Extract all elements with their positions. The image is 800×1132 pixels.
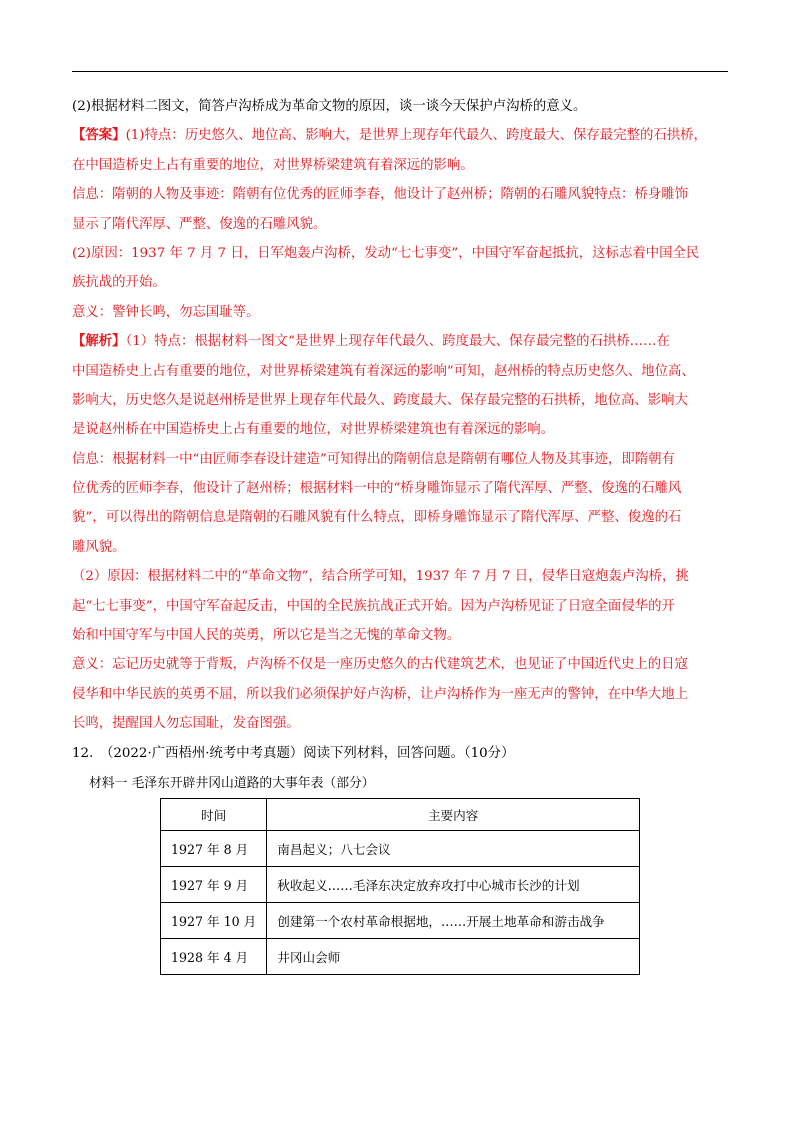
question-12: 12. （2022·广西梧州·统考中考真题）阅读下列材料，回答问题。（10分） [72, 745, 515, 761]
analysis-line-1: 【解析】（1）特点：根据材料一图文“是世界上现存年代最久、跨度最大、保存最完整的石拱桥……在 [72, 333, 670, 350]
table-cell-content: 南昌起义；八七会议 [267, 830, 640, 866]
analysis-line-13: 侵华和中华民族的英勇不屈，所以我们必须保护好卢沟桥，让卢沟桥作为一座无声的警钟，在中华大地上 [72, 686, 688, 702]
analysis-line-12: 意义：忘记历史就等于背叛，卢沟桥不仅是一座历史悠久的古代建筑艺术，也见证了中国近代史上的日寇 [72, 657, 688, 673]
table-row [161, 866, 640, 902]
table-cell-time: 1927 年 8 月 [161, 830, 267, 866]
analysis-line-9: （2）原因：根据材料二中的“革命文物”，结合所学可知，1937 年 7 月 7 日，侵华日寇炮轰卢沟桥，挑 [72, 569, 689, 585]
answer-tag: 【答案】 [72, 127, 126, 144]
analysis-line-2: 中国造桥史上占有重要的地位，对世界桥梁建筑有着深远的影响”可知，赵州桥的特点历史悠久、地位高、 [72, 363, 695, 379]
answer-line-2: 在中国造桥史上占有重要的地位，对世界桥梁建筑有着深远的影响。 [72, 157, 474, 173]
answer-line-4: 显示了隋代浑厚、严整、俊逸的石雕风貌。 [72, 216, 327, 232]
analysis-line-14: 长鸣，提醒国人勿忘国耻，发奋图强。 [72, 716, 300, 732]
table-row [161, 938, 640, 974]
analysis-line-7: 貌”，可以得出的隋朝信息是隋朝的石雕风貌有什么特点，即桥身雕饰显示了隋代浑厚、严整、俊逸的石 [72, 510, 682, 526]
question-prompt: (2)根据材料二图文，简答卢沟桥成为革命文物的原因，谈一谈今天保护卢沟桥的意义。 [72, 99, 587, 114]
table-cell-time: 1927 年 10 月 [161, 902, 267, 938]
answer-line-5: (2)原因：1937 年 7 月 7 日，日军炮轰卢沟桥，发动“七七事变”，中国守军奋起抵抗，这标志着中国全民 [72, 245, 700, 261]
table-header-time: 时间 [161, 798, 267, 830]
analysis-line-3: 影响大，历史悠久是说赵州桥是世界上现存年代最久、跨度最大、保存最完整的石拱桥，地位高、影响大 [72, 392, 688, 408]
answer-line-1: 【答案】(1)特点：历史悠久、地位高、影响大，是世界上现存年代最久、跨度最大、保存最完整的石拱桥， [72, 127, 707, 144]
answer-line-6: 族抗战的开始。 [72, 275, 166, 291]
table-header-content: 主要内容 [267, 798, 640, 830]
answer-line-7: 意义：警钟长鸣，勿忘国耻等。 [72, 304, 260, 320]
table-cell-content: 秋收起义……毛泽东决定放弃攻打中心城市长沙的计划 [267, 866, 640, 902]
table-cell-content: 井冈山会师 [267, 938, 640, 974]
table-cell-time: 1928 年 4 月 [161, 938, 267, 974]
analysis-line-10: 起“七七事变”，中国守军奋起反击，中国的全民族抗战正式开始。因为卢沟桥见证了日寇全面侵华的开 [72, 598, 675, 614]
analysis-line-4: 是说赵州桥在中国造桥史上占有重要的地位，对世界桥梁建筑也有着深远的影响。 [72, 422, 555, 438]
material1-caption: 材料一 毛泽东开辟井冈山道路的大事年表（部分） [89, 775, 375, 791]
analysis-tag: 【解析】 [72, 333, 126, 350]
table-header-row [161, 798, 640, 830]
analysis-line-8: 雕风貌。 [72, 539, 126, 555]
chronology-table [160, 798, 640, 975]
table-row [161, 902, 640, 938]
table-cell-content: 创建第一个农村革命根据地，……开展土地革命和游击战争 [267, 902, 640, 938]
table-row [161, 830, 640, 866]
table-cell-time: 1927 年 9 月 [161, 866, 267, 902]
analysis-line-11: 始和中国守军与中国人民的英勇，所以它是当之无愧的革命文物。 [72, 628, 461, 644]
analysis-line-5: 信息：根据材料一中“由匠师李春设计建造”可知得出的隋朝信息是隋朝有哪位人物及其事迹，即隋朝有 [72, 451, 675, 467]
analysis-line-6: 位优秀的匠师李春，他设计了赵州桥；根据材料一中的“桥身雕饰显示了隋代浑厚、严整、俊逸的石雕风 [72, 481, 682, 497]
document-body [72, 92, 734, 975]
answer-line-3: 信息：隋朝的人物及事迹：隋朝有位优秀的匠师李春，他设计了赵州桥；隋朝的石雕风貌特点：桥身雕饰 [72, 187, 688, 203]
header-rule [72, 71, 728, 72]
